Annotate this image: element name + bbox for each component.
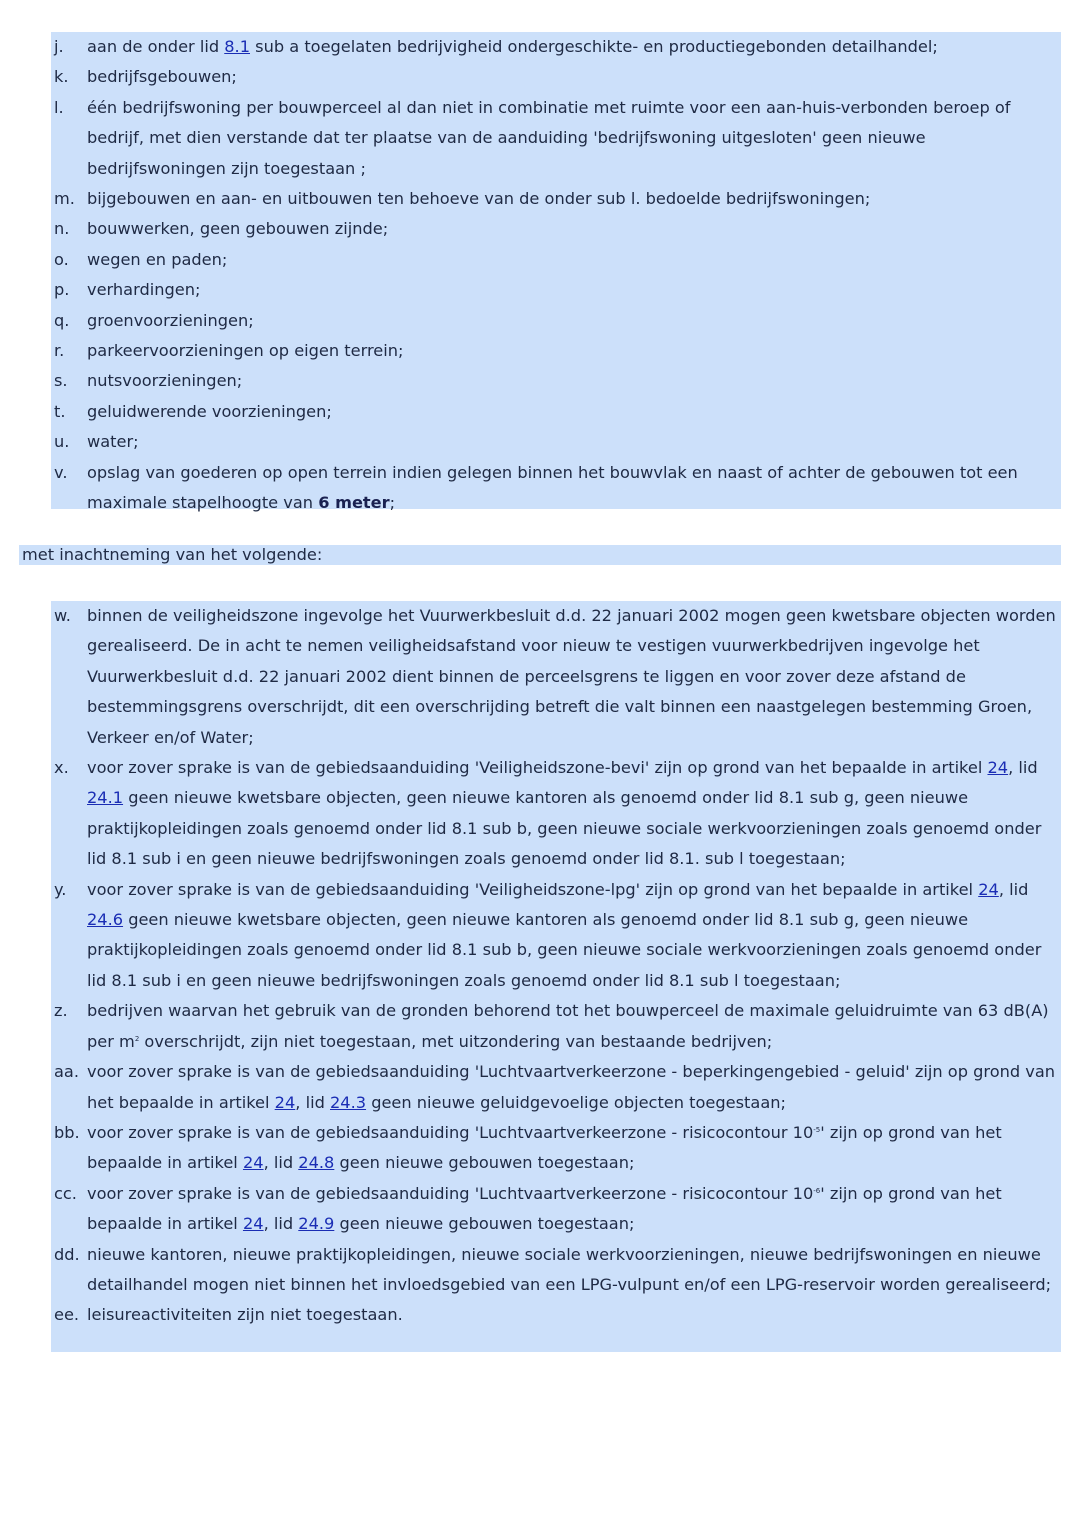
list-item-text: verhardingen; (87, 280, 201, 300)
list-item-label: j. (54, 37, 64, 56)
list-item-label: m. (54, 189, 75, 209)
list-item-text: voor zover sprake is van de gebiedsaanduiding 'Luchtvaartverkeerzone - risicocontour $10^{-5}'$ zijn op grond van het bepaalde in artikel 24, lid 24.8 geen nieuwe gebouwen toegestaan; (87, 1122, 1002, 1173)
list-item (51, 397, 1061, 427)
list-item (51, 996, 1061, 1057)
list-item-text: voor zover sprake is van de gebiedsaanduiding 'Veiligheidszone-lpg' zijn op grond van het bepaalde in artikel 24, lid 24.6 geen nieuwe kwetsbare objecten, geen nieuwe kantoren als genoemd onder lid 8.1 sub g, geen nieuwe praktijkopleidingen zoals genoemd onder lid 8.1 sub b, geen nieuwe sociale werkvoorzieningen zoals genoemd onder lid 8.1 sub i en geen nieuwe bedrijfswoningen zoals genoemd onder lid 8.1 sub l toegestaan; (87, 879, 1042, 990)
list-item-label: aa. (54, 1062, 79, 1082)
list-item-label: dd. (54, 1244, 80, 1264)
list-item (51, 1179, 1061, 1240)
superscript: -6 (813, 1186, 821, 1195)
list-item-text: voor zover sprake is van de gebiedsaanduiding 'Veiligheidszone-bevi' zijn op grond van het bepaalde in artikel 24, lid 24.1 geen nieuwe kwetsbare objecten, geen nieuwe kantoren als genoemd onder lid 8.1 sub g, geen nieuwe praktijkopleidingen zoals genoemd onder lid 8.1 sub b, geen nieuwe sociale werkvoorzieningen zoals genoemd onder lid 8.1 sub i en geen nieuwe bedrijfswoningen zoals genoemd onder lid 8.1. sub l toegestaan; (87, 758, 1042, 869)
superscript: -5 (813, 1125, 821, 1134)
list-item-label: p. (54, 280, 70, 300)
article-link[interactable]: 8.1 (224, 37, 250, 56)
list-item-label: cc. (54, 1183, 77, 1203)
list-item-text: parkeervoorzieningen op eigen terrein; (87, 341, 404, 361)
list-item (51, 1118, 1061, 1179)
article-link[interactable]: 24.8 (298, 1153, 335, 1173)
list-item-text: bouwwerken, geen gebouwen zijnde; (87, 219, 389, 239)
list-item (51, 1300, 1061, 1330)
list-item-text: groenvoorzieningen; (87, 310, 254, 330)
list-item-text: bijgebouwen en aan- en uitbouwen ten behoeve van de onder sub l. bedoelde bedrijfswoningen; (87, 189, 871, 209)
article-link[interactable]: 24 (274, 1092, 296, 1112)
list-item (51, 93, 1061, 184)
list-item (51, 245, 1061, 275)
article-link[interactable]: 24 (978, 879, 999, 899)
conditions-intro: met inachtneming van het volgende: (19, 545, 1061, 565)
list-item (51, 875, 1061, 997)
list-item-label: z. (54, 1001, 68, 1021)
list-item-text: opslag van goederen op open terrein indien gelegen binnen het bouwvlak en naast of achter de gebouwen tot een maximale stapelhoogte van 6 meter; (87, 462, 1018, 513)
list-item (51, 336, 1061, 366)
list-item (51, 427, 1061, 457)
emphasis: 6 meter (318, 493, 390, 513)
list-item-label: k. (54, 67, 69, 87)
list-item-label: v. (54, 462, 68, 482)
list-item (51, 753, 1061, 875)
list-item-text: voor zover sprake is van de gebiedsaanduiding 'Luchtvaartverkeerzone - risicocontour $10^{-6}'$ zijn op grond van het bepaalde in artikel 24, lid 24.9 geen nieuwe gebouwen toegestaan; (87, 1183, 1002, 1234)
list-item (51, 366, 1061, 396)
list-item-text: wegen en paden; (87, 249, 228, 269)
list-item-label: bb. (54, 1122, 80, 1142)
list-item-text: één bedrijfswoning per bouwperceel al dan niet in combinatie met ruimte voor een aan-huis-verbonden beroep of bedrijf, met dien verstande dat ter plaatse van de aanduiding 'bedrijfswoning uitgesloten' geen nieuwe bedrijfswoningen zijn toegestaan ; (87, 97, 1011, 178)
list-item-label: x. (54, 758, 69, 778)
list-item-label: l. (54, 97, 64, 117)
list-item-label: r. (54, 341, 65, 361)
list-item-label: y. (54, 879, 67, 899)
list-item-label: w. (54, 606, 71, 625)
list-item-text: geluidwerende voorzieningen; (87, 401, 332, 421)
list-item-text: bedrijfsgebouwen; (87, 67, 237, 87)
conditions-list (51, 601, 1061, 1352)
list-item-label: u. (54, 432, 70, 452)
article-link[interactable]: 24.6 (87, 910, 124, 930)
list-item-text: voor zover sprake is van de gebiedsaanduiding 'Luchtvaartverkeerzone - beperkingengebied - geluid' zijn op grond van het bepaalde in artikel 24, lid 24.3 geen nieuwe geluidgevoelige objecten toegestaan; (87, 1062, 1056, 1112)
list-item (51, 1057, 1061, 1118)
list-item-text: binnen de veiligheidszone ingevolge het Vuurwerkbesluit d.d. 22 januari 2002 mogen geen kwetsbare objecten worden gerealiseerd. De in acht te nemen veiligheidsafstand voor nieuw te vestigen vuurwerkbedrijven ingevolge het Vuurwerkbesluit d.d. 22 januari 2002 dient binnen de perceelsgrens te liggen en voor zover deze afstand de bestemmingsgrens overschrijdt, dit een overschrijding betreft die valt binnen een naastgelegen bestemming Groen, Verkeer en/of Water; (87, 606, 1056, 747)
superscript: 2 (134, 1034, 140, 1043)
list-item (51, 62, 1061, 92)
article-link[interactable]: 24 (987, 758, 1009, 778)
article-link[interactable]: 24.1 (87, 788, 124, 808)
article-link[interactable]: 24.3 (330, 1092, 367, 1112)
list-item-label: n. (54, 219, 70, 239)
list-item (51, 184, 1061, 214)
list-item (51, 214, 1061, 244)
list-item-label: q. (54, 310, 70, 330)
list-item-label: ee. (54, 1305, 80, 1325)
article-link[interactable]: 24 (242, 1153, 264, 1173)
list-item-text: nieuwe kantoren, nieuwe praktijkopleidingen, nieuwe sociale werkvoorzieningen, nieuwe bedrijfswoningen en nieuwe detailhandel mogen niet binnen het invloedsgebied van een LPG-vulpunt en/of een LPG-reservoir worden gerealiseerd; (87, 1244, 1052, 1294)
list-item-text: nutsvoorzieningen; (87, 371, 243, 391)
list-item-text: bedrijven waarvan het gebruik van de gronden behorend tot het bouwperceel de maximale geluidruimte van 63 dB(A) per $m^2$ overschrijdt, zijn niet toegestaan, met uitzondering van bestaande bedrijven; (87, 1001, 1049, 1051)
list-item (51, 1240, 1061, 1301)
list-item-label: t. (54, 401, 66, 421)
list-item (51, 458, 1061, 519)
list-item (51, 306, 1061, 336)
article-link[interactable]: 24.9 (298, 1214, 335, 1234)
list-item-label: o. (54, 249, 69, 269)
list-item-text: aan de onder lid 8.1 sub a toegelaten bedrijvigheid ondergeschikte- en productiegebonden detailhandel; (87, 37, 938, 56)
permitted-uses-list (51, 32, 1061, 513)
list-item (51, 275, 1061, 305)
list-item (51, 601, 1061, 753)
list-item-text: leisureactiviteiten zijn niet toegestaan. (87, 1305, 403, 1325)
list-item (51, 32, 1061, 62)
list-item-text: water; (87, 432, 139, 452)
article-link[interactable]: 24 (242, 1214, 264, 1234)
list-item-label: s. (54, 371, 68, 391)
